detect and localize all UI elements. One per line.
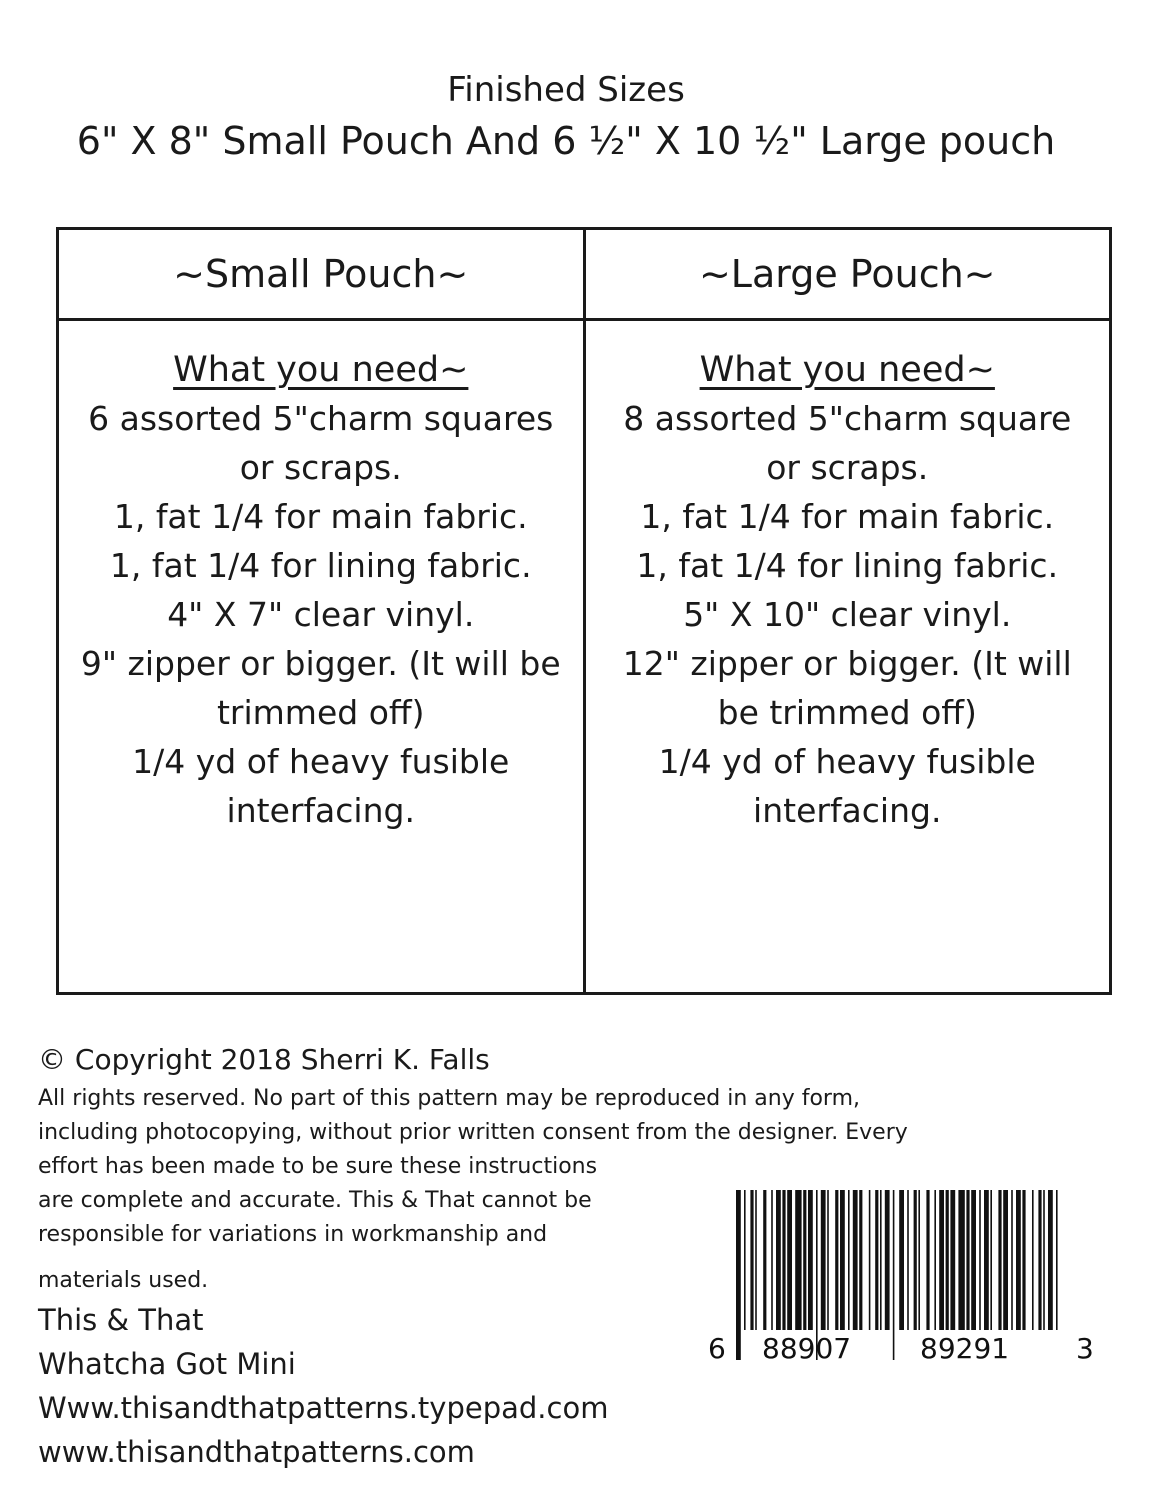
list-item: 4" X 7" clear vinyl. — [167, 595, 475, 634]
list-item: 1, fat 1/4 for lining fabric. — [109, 546, 532, 585]
barcode-bar — [782, 1190, 785, 1330]
barcode-bar — [853, 1190, 858, 1330]
barcode-bar — [736, 1190, 741, 1360]
list-item: 5" X 10" clear vinyl. — [683, 595, 1012, 634]
barcode — [706, 1188, 1098, 1368]
barcode-group-1: 88907 — [762, 1332, 852, 1365]
barcode-group-2: 89291 — [920, 1332, 1010, 1365]
copyright-notice: effort has been made to be sure these instructions — [38, 1154, 598, 1179]
list-item: 6 assorted 5"charm squares or scraps. — [88, 399, 554, 487]
barcode-bar — [885, 1190, 890, 1330]
large-pouch-column — [583, 230, 1110, 992]
barcode-digit-last: 3 — [1076, 1332, 1094, 1365]
barcode-bar — [1011, 1190, 1013, 1330]
barcode-bar — [1022, 1190, 1025, 1330]
list-item: 1, fat 1/4 for main fabric. — [113, 497, 528, 536]
list-item: 8 assorted 5"charm square or scraps. — [623, 399, 1072, 487]
barcode-bar — [776, 1190, 781, 1330]
barcode-bar — [795, 1190, 801, 1330]
barcode-bar — [926, 1190, 929, 1330]
barcode-bar — [899, 1190, 904, 1330]
barcode-bar — [907, 1190, 909, 1330]
barcode-bar — [950, 1190, 955, 1330]
barcode-bar — [875, 1190, 878, 1330]
barcode-bar — [848, 1190, 850, 1330]
page-title: Finished Sizes — [447, 70, 685, 110]
website-url: www.thisandthatpatterns.com — [38, 1435, 475, 1469]
large-pouch-heading: ~Large Pouch~ — [586, 230, 1110, 321]
barcode-bar — [755, 1190, 757, 1330]
barcode-bar — [821, 1190, 826, 1330]
large-pouch-body — [586, 321, 1110, 835]
copyright-notice: including photocopying, without prior written consent from the designer. Every — [38, 1120, 908, 1145]
barcode-bar — [939, 1190, 944, 1330]
barcode-bar — [840, 1190, 845, 1330]
small-pouch-column — [59, 230, 583, 992]
barcode-bar — [1038, 1190, 1041, 1330]
list-item: 1/4 yd of heavy fusible interfacing. — [132, 742, 510, 830]
barcode-bar — [763, 1190, 766, 1330]
list-item: 9" zipper or bigger. (It will be trimmed off) — [80, 644, 561, 732]
barcode-bar — [934, 1190, 936, 1330]
list-item: 12" zipper or bigger. (It will be trimmed off) — [622, 644, 1072, 732]
copyright-notice: responsible for variations in workmanship and — [38, 1222, 548, 1247]
barcode-bar — [958, 1190, 964, 1330]
barcode-bar — [744, 1190, 746, 1330]
barcode-bar — [1016, 1190, 1021, 1330]
barcode-bar — [827, 1190, 829, 1330]
small-pouch-body — [59, 321, 583, 835]
barcode-bar — [946, 1190, 949, 1330]
website-url: Www.thisandthatpatterns.typepad.com — [38, 1391, 609, 1425]
finished-sizes: 6" X 8" Small Pouch And 6 ½" X 10 ½" Large pouch — [76, 119, 1056, 163]
list-item: 1, fat 1/4 for lining fabric. — [636, 546, 1059, 585]
barcode-bar — [1048, 1190, 1053, 1330]
barcode-bar — [979, 1190, 981, 1330]
small-pouch-heading: ~Small Pouch~ — [59, 230, 583, 321]
barcode-bar — [971, 1190, 976, 1330]
list-item: 1/4 yd of heavy fusible interfacing. — [658, 742, 1036, 830]
barcode-bar — [1032, 1190, 1034, 1330]
barcode-bar — [998, 1190, 1001, 1330]
barcode-bar — [869, 1190, 871, 1330]
barcode-bar — [1056, 1190, 1058, 1330]
copyright-line: © Copyright 2018 Sherri K. Falls — [38, 1043, 490, 1076]
barcode-bar — [966, 1190, 969, 1330]
barcode-bar — [859, 1190, 862, 1330]
barcode-bar — [1003, 1190, 1008, 1330]
barcode-bar — [893, 1190, 895, 1360]
copyright-notice: are complete and accurate. This & That cannot be — [38, 1188, 592, 1213]
copyright-notice: All rights reserved. No part of this pattern may be reproduced in any form, — [38, 1086, 861, 1111]
barcode-bar — [808, 1190, 813, 1330]
barcode-bar — [914, 1190, 917, 1330]
what-you-need-label: What you need~ — [699, 350, 995, 390]
barcode-bar — [787, 1190, 792, 1330]
supplies-table — [56, 227, 1112, 995]
barcode-bar — [984, 1190, 989, 1330]
barcode-bar — [835, 1190, 838, 1330]
copyright-notice-narrow — [38, 1150, 678, 1252]
what-you-need-label: What you need~ — [173, 350, 469, 390]
barcode-bar — [803, 1190, 806, 1330]
pattern-name: Whatcha Got Mini — [38, 1347, 296, 1381]
barcode-bar — [1043, 1190, 1045, 1330]
barcode-bar — [750, 1190, 753, 1330]
barcode-bar — [880, 1190, 882, 1330]
barcode-bar — [771, 1190, 773, 1330]
barcode-digit-first: 6 — [708, 1332, 726, 1365]
copyright-notice: materials used. — [38, 1268, 209, 1293]
barcode-bar — [918, 1190, 920, 1330]
list-item: 1, fat 1/4 for main fabric. — [640, 497, 1055, 536]
company-name: This & That — [38, 1303, 204, 1337]
header — [0, 66, 1132, 168]
barcode-bar — [990, 1190, 992, 1330]
